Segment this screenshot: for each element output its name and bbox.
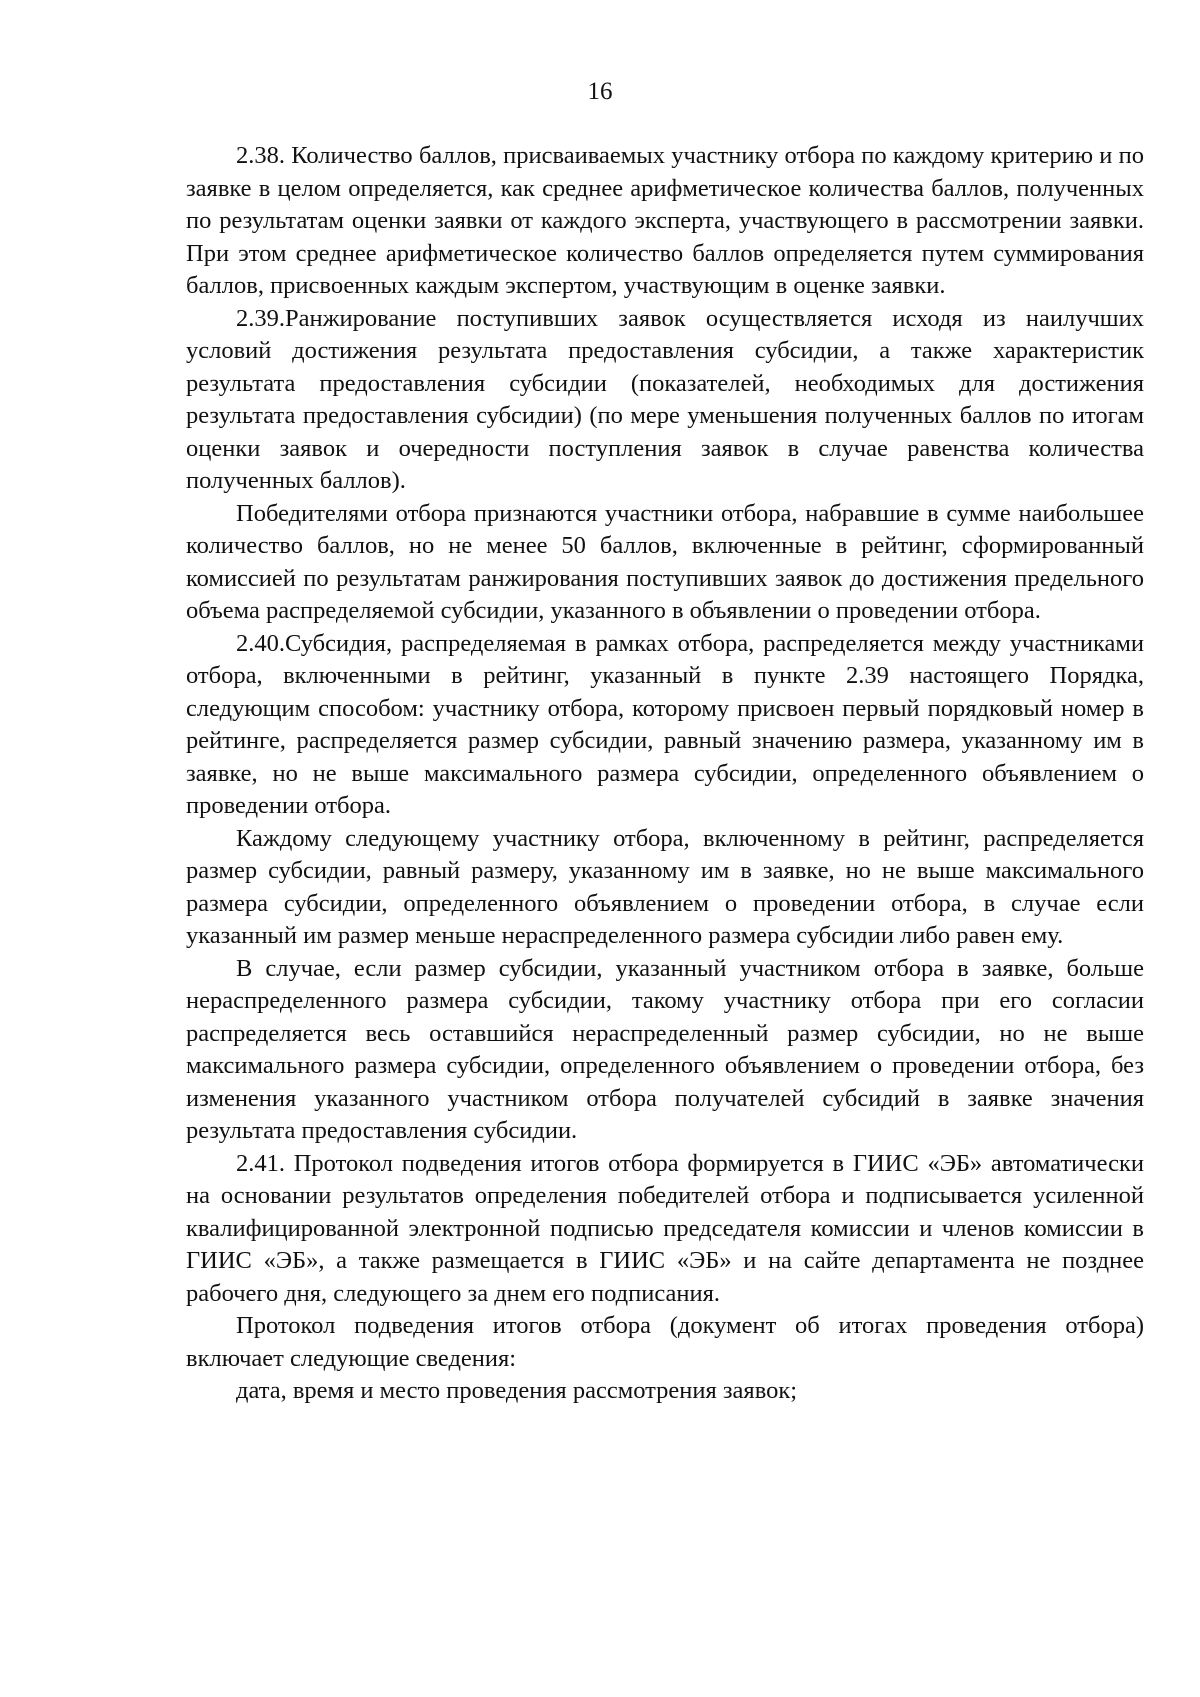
- paragraph-2-39: 2.39.Ранжирование поступивших заявок осуществляется исходя из наилучших условий достижения результата предоставления субсидии, а также характеристик результата предоставления субсидии (показателей, необходимых для достижения результата предоставления субсидии) (по мере уменьшения полученных баллов по итогам оценки заявок и очередности поступления заявок в случае равенства количества полученных баллов).: [186, 304, 1144, 494]
- page-number: 16: [587, 78, 613, 105]
- paragraph-2-41: 2.41. Протокол подведения итогов отбора формируется в ГИИС «ЭБ» автоматически на основании результатов определения победителей отбора и подписывается усиленной квалифицированной электронной подписью председателя комиссии и членов комиссии в ГИИС «ЭБ», а также размещается в ГИИС «ЭБ» и на сайте департамента не позднее рабочего дня, следующего за днем его подписания.: [186, 1149, 1144, 1307]
- paragraph-next-participant: Каждому следующему участнику отбора, включенному в рейтинг, распределяется размер субсидии, равный размеру, указанному им в заявке, но не выше максимального размера субсидии, определенного объявлением о проведении отбора, в случае если указанный им размер меньше нераспределенного размера субсидии либо равен ему.: [186, 824, 1144, 949]
- paragraph-winners: Победителями отбора признаются участники отбора, набравшие в сумме наибольшее количество баллов, но не менее 50 баллов, включенные в рейтинг, сформированный комиссией по результатам ранжирования поступивших заявок до достижения предельного объема распределяемой субсидии, указанного в объявлении о проведении отбора.: [186, 499, 1144, 624]
- document-body: [186, 140, 1144, 1408]
- paragraph-protocol-contents: Протокол подведения итогов отбора (документ об итогах проведения отбора) включает следующие сведения:: [186, 1312, 1144, 1372]
- paragraph-remaining-subsidy: В случае, если размер субсидии, указанный участником отбора в заявке, больше нераспределенного размера субсидии, такому участнику отбора при его согласии распределяется весь оставшийся нераспределенный размер субсидии, но не выше максимального размера субсидии, определенного объявлением о проведении отбора, без изменения указанного участником отбора получателей субсидий в заявке значения результата предоставления субсидии.: [186, 954, 1144, 1144]
- paragraph-2-40: 2.40.Субсидия, распределяемая в рамках отбора, распределяется между участниками отбора, включенными в рейтинг, указанный в пункте 2.39 настоящего Порядка, следующим способом: участнику отбора, которому присвоен первый порядковый номер в рейтинге, распределяется размер субсидии, равный значению размера, указанному им в заявке, но не выше максимального размера субсидии, определенного объявлением о проведении отбора.: [186, 629, 1144, 819]
- paragraph-2-38: 2.38. Количество баллов, присваиваемых участнику отбора по каждому критерию и по заявке в целом определяется, как среднее арифметическое количества баллов, полученных по результатам оценки заявки от каждого эксперта, участвующего в рассмотрении заявки. При этом среднее арифметическое количество баллов определяется путем суммирования баллов, присвоенных каждым экспертом, участвующим в оценке заявки.: [186, 142, 1144, 299]
- list-item-date-time-place: дата, время и место проведения рассмотрения заявок;: [236, 1377, 798, 1404]
